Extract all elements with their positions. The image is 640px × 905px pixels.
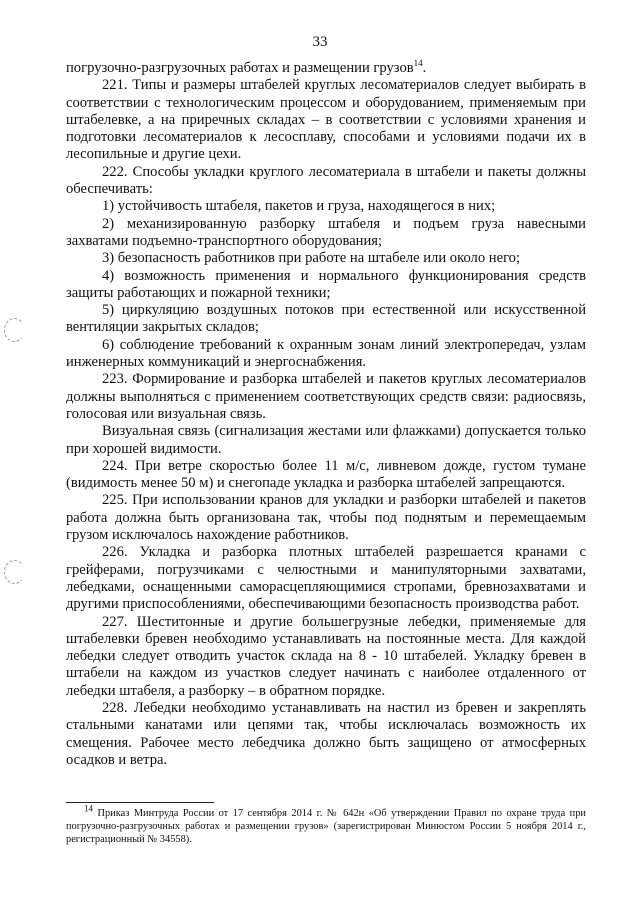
paragraph-228: 228. Лебедки необходимо устанавливать на настил из бревен и закреплять стальными канатами или цепями так, чтобы исключалась возможность их смещения. Рабочее место лебедчика должно быть защищено от атмосферных осадков и ветра. — [66, 699, 586, 768]
footnote — [66, 803, 586, 846]
punch-hole-mark — [4, 318, 25, 342]
list-item: 6) соблюдение требований к охранным зонам линий электропередач, узлам инженерных коммуникаций и энергоснабжения. — [66, 336, 586, 371]
footnote-reference[interactable]: 14 — [413, 58, 423, 69]
footnote-text: $^{14}$ Приказ Минтруда России от 17 сентября 2014 г. № 642н «Об утверждении Правил по охране труда при погрузочно-разгрузочных работах и размещении грузов» (зарегистрирован Минюстом России 5 ноября 2014 г., регистрационный № 34558). — [66, 803, 586, 845]
list-item: 4) возможность применения и нормального функционирования средств защиты работающих и пожарной техники; — [66, 267, 586, 301]
paragraph-227: 227. Шеститонные и другие большегрузные лебедки, применяемые для штабелевки бревен необходимо устанавливать на постоянные места. Для каждой лебедки следует отводить участок склада на 8 - 10 штабелей. Укладку бревен в штабели на каждом из участков следует начинать с наиболее отдаленного от лебедки штабеля, а разборку – в обратном порядке. — [66, 613, 586, 699]
footnote-marker: 14 — [84, 803, 93, 814]
paragraph-221: 221. Типы и размеры штабелей круглых лесоматериалов следует выбирать в соответствии с технологическим процессом и оборудованием, применяемым при штабелевке, а на приречных складах – в соответствии с условиями хранения и подготовки лесоматериалов к лесосплаву, способами и условиями подачи их в лесопильные и другие цехи. — [66, 77, 586, 163]
paragraph-226: 226. Укладка и разборка плотных штабелей разрешается кранами с грейферами, погрузчиками с челюстными и манипуляторными захватами, лебедками, оснащенными саморасцепляющимися стропами, бревнозахватами и другими приспособлениями, обеспечивающими безопасность производства работ. — [66, 544, 586, 613]
list-item: 2) механизированную разборку штабеля и подъем груза навесными захватами подъемно-транспортного оборудования; — [66, 215, 586, 249]
list-item: 3) безопасность работников при работе на штабеле или около него; — [102, 250, 521, 267]
paragraph-222: 222. Способы укладки круглого лесоматериала в штабели и пакеты должны обеспечивать: — [66, 163, 586, 198]
paragraph-223: 223. Формирование и разборка штабелей и пакетов круглых лесоматериалов должны выполняться с применением соответствующих средств связи: радиосвязь, голосовая или визуальная связь. — [66, 371, 586, 422]
paragraph-visual-signal: Визуальная связь (сигнализация жестами или флажками) допускается только при хорошей видимости. — [66, 423, 586, 457]
body-text — [66, 60, 586, 769]
paragraph-continuation: погрузочно-разгрузочных работах и размещении грузов$^{14}$. — [66, 58, 427, 76]
list-item: 1) устойчивость штабеля, пакетов и груза, находящегося в них; — [102, 198, 496, 215]
list-item: 5) циркуляцию воздушных потоков при естественной или искусственной вентиляции закрытых складов; — [66, 302, 586, 336]
paragraph-224: 224. При ветре скоростью более 11 м/с, ливневом дожде, густом тумане (видимость менее 50 м) и снегопаде укладка и разборка штабелей запрещаются. — [66, 457, 586, 492]
paragraph-225: 225. При использовании кранов для укладки и разборки штабелей и пакетов работа должна быть организована так, чтобы под поднятым и перемещаемым грузом исключалось нахождение работников. — [66, 492, 586, 544]
punch-hole-mark — [4, 560, 25, 584]
page-number: 33 — [312, 34, 328, 50]
